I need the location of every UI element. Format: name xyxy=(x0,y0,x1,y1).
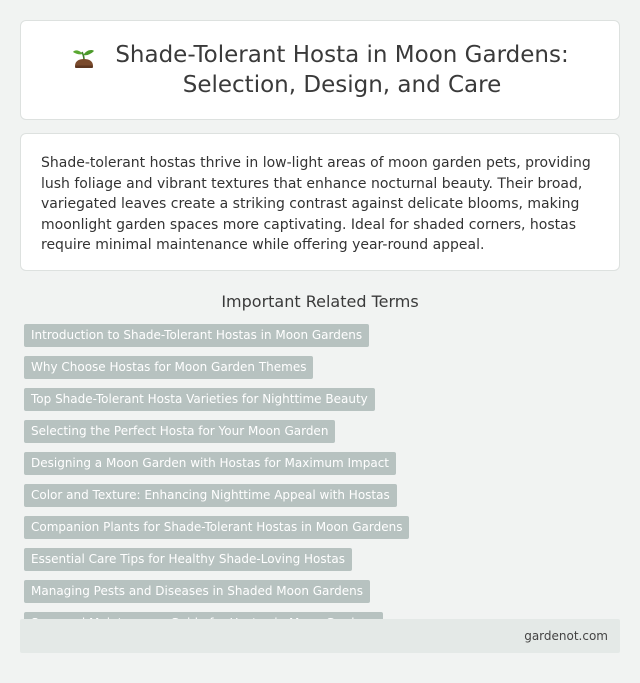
related-terms-heading: Important Related Terms xyxy=(221,292,419,311)
page-title xyxy=(115,40,568,100)
footer-site-link[interactable]: gardenot.com xyxy=(524,629,608,643)
sprout-icon xyxy=(71,46,97,72)
related-terms-list xyxy=(24,324,620,635)
tag-color-and-texture[interactable]: Color and Texture: Enhancing Nighttime Appeal with Hostas xyxy=(24,484,397,507)
tag-why-choose-hostas[interactable]: Why Choose Hostas for Moon Garden Themes xyxy=(24,356,313,379)
title-line-2: Selection, Design, and Care xyxy=(182,72,502,98)
tag-introduction[interactable]: Introduction to Shade-Tolerant Hostas in Moon Gardens xyxy=(24,324,369,347)
tag-designing-moon-garden[interactable]: Designing a Moon Garden with Hostas for Maximum Impact xyxy=(24,452,396,475)
intro-paragraph: Shade-tolerant hostas thrive in low-light areas of moon garden pets, providing lush foliage and vibrant textures that enhance nocturnal beauty. Their broad, variegated leaves create a striking contrast against delicate blooms, making moonlight garden spaces more captivating. Ideal for shaded corners, hostas require minimal maintenance while offering year-round appeal. xyxy=(41,155,591,253)
tag-essential-care[interactable]: Essential Care Tips for Healthy Shade-Loving Hostas xyxy=(24,548,352,571)
tag-selecting-hosta[interactable]: Selecting the Perfect Hosta for Your Moon Garden xyxy=(24,420,335,443)
footer xyxy=(20,619,620,653)
tag-top-varieties[interactable]: Top Shade-Tolerant Hosta Varieties for Nighttime Beauty xyxy=(24,388,375,411)
header-card xyxy=(20,20,620,120)
header-inner xyxy=(71,40,568,100)
tag-pests-and-diseases[interactable]: Managing Pests and Diseases in Shaded Moon Gardens xyxy=(24,580,370,603)
tag-companion-plants[interactable]: Companion Plants for Shade-Tolerant Hostas in Moon Gardens xyxy=(24,516,409,539)
intro-card xyxy=(20,133,620,271)
title-line-1: Shade-Tolerant Hosta in Moon Gardens: xyxy=(115,42,569,68)
